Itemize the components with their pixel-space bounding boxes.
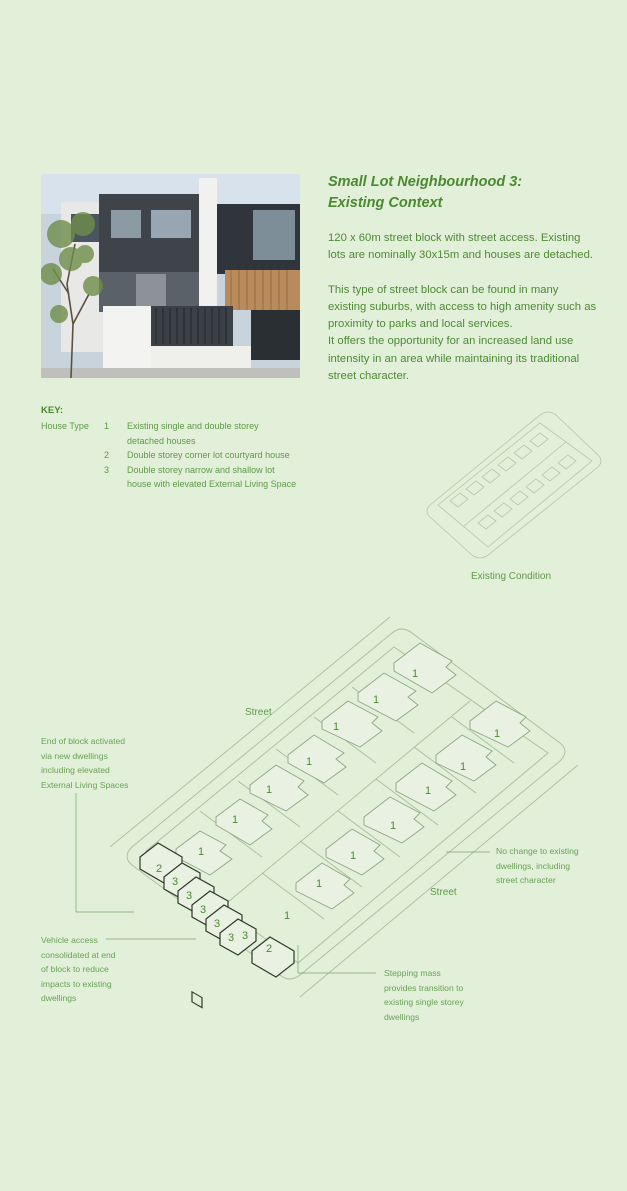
house-num-1: 1 — [316, 878, 323, 890]
key-row-1 — [41, 419, 321, 434]
title-line-2: Existing Context — [328, 195, 443, 211]
house-num-3: 3 — [242, 930, 249, 942]
house-num-2: 2 — [156, 863, 163, 875]
note-line: via new dwellings — [41, 750, 108, 761]
note-line: External Living Spaces — [41, 779, 129, 790]
house-type-label: House Type — [41, 421, 89, 431]
key-text: house with elevated External Living Space — [127, 479, 297, 490]
house-num-1: 1 — [266, 784, 273, 796]
key-row-3-cont — [41, 477, 321, 492]
small-map-caption: Existing Condition — [471, 571, 552, 582]
key-text: Double storey narrow and shallow lot — [127, 464, 275, 475]
key-text: Double storey corner lot courtyard house — [127, 450, 290, 461]
house-num-1: 1 — [232, 814, 239, 826]
house-num-1: 1 — [350, 850, 357, 862]
note-line: No change to existing — [496, 846, 579, 856]
key-number: 1 — [104, 421, 110, 431]
house-num-1: 1 — [373, 694, 380, 706]
key-number: 3 — [104, 464, 110, 475]
note-line: existing single storey — [384, 997, 464, 1007]
note-line: Stepping mass — [384, 968, 441, 978]
note-end-of-block — [41, 734, 128, 792]
house-num-3: 3 — [186, 890, 193, 902]
house-num-1: 1 — [494, 728, 501, 740]
note-line: dwellings — [384, 1011, 420, 1022]
note-line: Vehicle access — [41, 935, 98, 945]
street-label-bottom: Street — [430, 887, 457, 898]
house-num-1: 1 — [284, 910, 291, 922]
note-line: consolidated at end — [41, 949, 116, 960]
legend-key — [41, 405, 321, 492]
house-num-3: 3 — [200, 904, 207, 916]
note-line: of block to reduce — [41, 964, 109, 974]
house-num-3: 3 — [214, 918, 221, 930]
street-label-top: Street — [245, 707, 272, 718]
key-number: 2 — [104, 450, 110, 461]
key-row-2 — [41, 448, 321, 463]
house-num-3: 3 — [172, 876, 179, 888]
note-line: street character — [496, 875, 556, 885]
key-text: Existing single and double storey — [127, 421, 259, 431]
key-text: detached houses — [127, 435, 196, 446]
note-line: dwellings — [41, 993, 77, 1003]
house-num-3: 3 — [228, 932, 235, 944]
note-line: provides transition to — [384, 982, 464, 993]
note-no-change — [496, 844, 579, 888]
house-num-1: 1 — [198, 846, 205, 858]
house-num-1: 1 — [306, 756, 313, 768]
note-line: dwellings, including — [496, 860, 571, 871]
paragraph-3: It offers the opportunity for an increased land use intensity in an area while maintaining its traditional street character. — [328, 335, 580, 383]
townhouse-photo — [41, 174, 300, 378]
key-row-1-cont — [41, 434, 321, 449]
house-num-1: 1 — [425, 785, 432, 797]
key-title: KEY: — [41, 405, 63, 416]
description — [328, 230, 598, 385]
house-num-1: 1 — [412, 668, 419, 680]
house-num-2: 2 — [266, 943, 273, 955]
note-line: including elevated — [41, 765, 110, 775]
house-num-1: 1 — [460, 761, 467, 773]
note-line: End of block activated — [41, 736, 126, 746]
page-title — [328, 172, 588, 214]
key-row-3 — [41, 463, 321, 478]
house-num-1: 1 — [333, 721, 340, 733]
title-line-1: Small Lot Neighbourhood 3: — [328, 174, 523, 190]
existing-condition-map — [420, 405, 605, 565]
note-line: impacts to existing — [41, 978, 112, 989]
paragraph-2: This type of street block can be found in many existing suburbs, with access to high amenity such as proximity to parks and local services. — [328, 283, 597, 331]
note-stepping-mass — [384, 966, 464, 1024]
house-num-1: 1 — [390, 820, 397, 832]
paragraph-1: 120 x 60m street block with street access. Existing lots are nominally 30x15m and houses are detached. — [328, 232, 594, 262]
note-vehicle-access — [41, 933, 116, 1006]
